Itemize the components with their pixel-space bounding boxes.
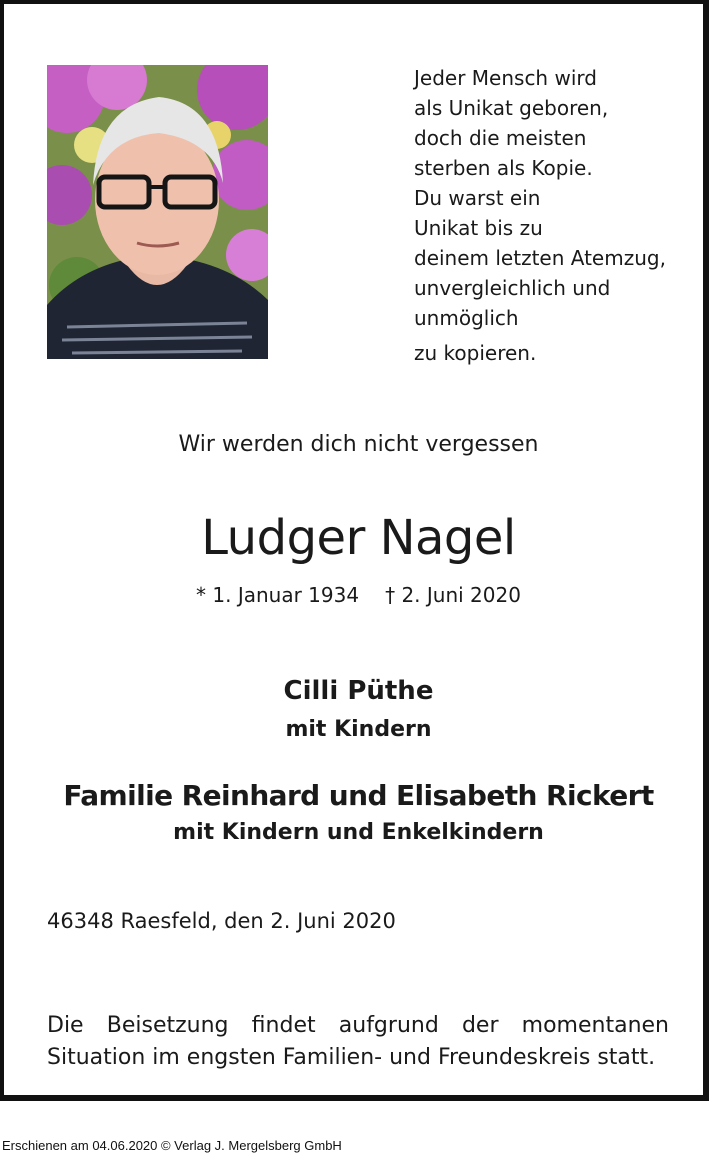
- remembrance-line: Wir werden dich nicht vergessen: [178, 432, 539, 457]
- closing-line-2: Situation im engsten Familien- und Freundeskreis statt.: [47, 1045, 656, 1070]
- poem-line: unvergleichlich und: [414, 276, 611, 300]
- portrait-photo: [47, 65, 268, 359]
- poem-line: als Unikat geboren,: [414, 96, 609, 120]
- poem: [414, 63, 704, 368]
- portrait-image: [47, 65, 268, 359]
- closing-word: momentanen: [521, 1013, 669, 1038]
- poem-line: deinem letzten Atemzug,: [414, 246, 666, 270]
- closing-word: Beisetzung: [106, 1013, 229, 1038]
- closing-line-1: [47, 1010, 669, 1042]
- mourner-name: Cilli Püthe: [283, 676, 434, 706]
- place-and-date: 46348 Raesfeld, den 2. Juni 2020: [47, 909, 396, 933]
- poem-line: doch die meisten: [414, 126, 587, 150]
- poem-line: zu kopieren.: [414, 341, 537, 365]
- life-dates: [4, 583, 709, 607]
- mourner-name: Familie Reinhard und Elisabeth Rickert: [63, 779, 654, 812]
- birth-date: * 1. Januar 1934: [196, 583, 360, 607]
- mourner-subline: mit Kindern: [285, 717, 432, 742]
- publication-footer: Erschienen am 04.06.2020 © Verlag J. Mergelsberg GmbH: [2, 1138, 342, 1153]
- mourner-subline: mit Kindern und Enkelkindern: [173, 820, 544, 845]
- closing-word: findet: [251, 1013, 316, 1038]
- poem-line: Unikat bis zu: [414, 216, 543, 240]
- poem-line: Du warst ein: [414, 186, 541, 210]
- closing-word: der: [461, 1013, 499, 1038]
- deceased-name: Ludger Nagel: [201, 510, 516, 566]
- closing-word: Die: [47, 1013, 84, 1038]
- poem-line: unmöglich: [414, 306, 519, 330]
- poem-line: sterben als Kopie.: [414, 156, 593, 180]
- death-date: † 2. Juni 2020: [385, 583, 521, 607]
- closing-word: aufgrund: [338, 1013, 439, 1038]
- poem-line: Jeder Mensch wird: [414, 66, 597, 90]
- closing-note: [47, 1010, 669, 1074]
